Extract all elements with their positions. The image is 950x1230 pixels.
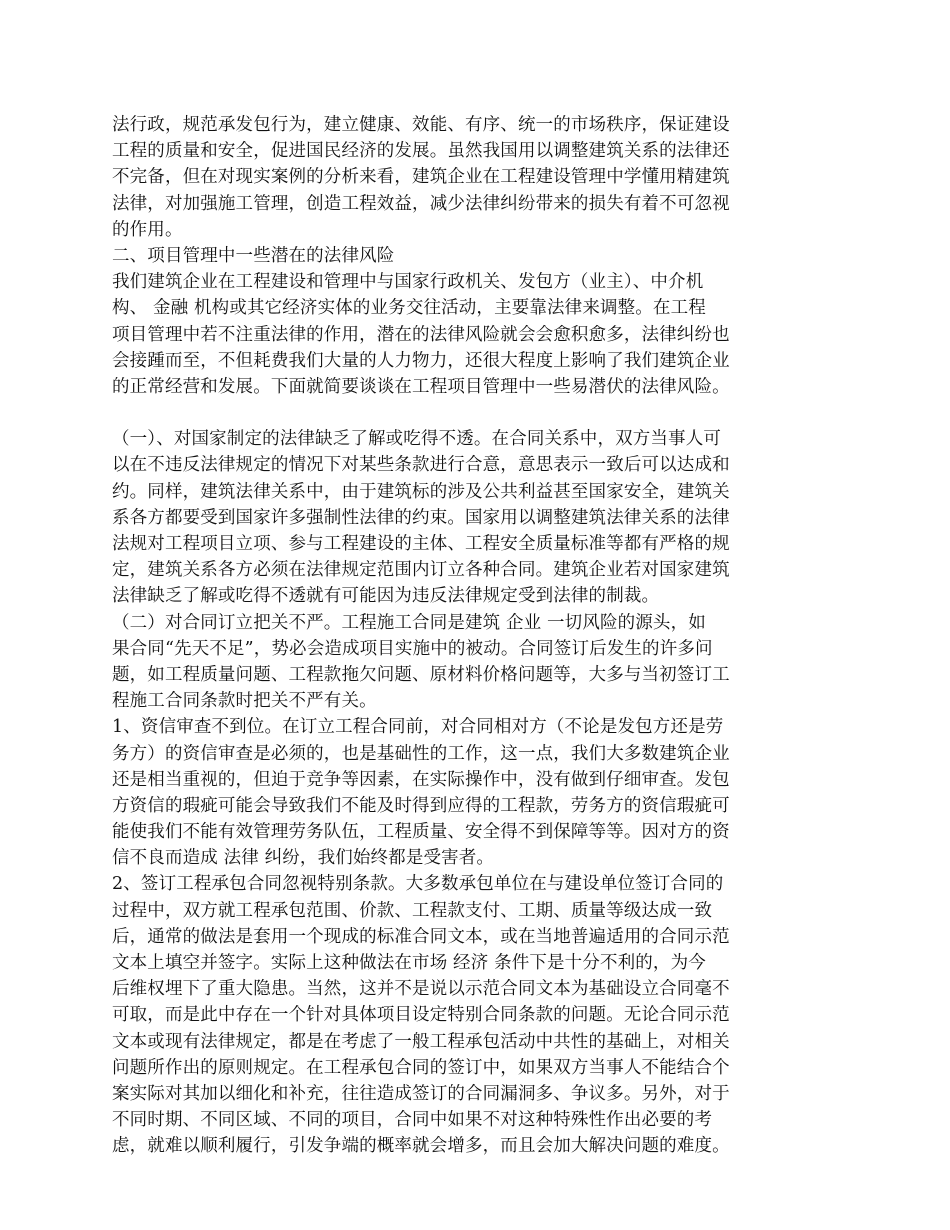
- text-line: 的正常经营和发展。下面就简要谈谈在工程项目管理中一些易潜伏的法律风险。: [112, 376, 730, 397]
- text-line: 法律，对加强施工管理，创造工程效益，减少法律纠纷带来的损失有着不可忽视: [112, 193, 730, 214]
- text-line: 会接踵而至，不但耗费我们大量的人力物力，还很大程度上影响了我们建筑企业: [112, 350, 730, 371]
- text-line: 工程的质量和安全，促进国民经济的发展。虽然我国用以调整建筑关系的法律还: [112, 141, 730, 162]
- text-line: 项目管理中若不注重法律的作用，潜在的法律风险就会会愈积愈多，法律纠纷也: [112, 324, 730, 345]
- text-line: 文本上填空并签字。实际上这种做法在市场 经济 条件下是十分不利的，为今: [112, 953, 706, 973]
- text-line: 还是相当重视的，但迫于竞争等因素，在实际操作中，没有做到仔细审查。发包: [112, 769, 730, 790]
- text-line: 以在不违反法律规定的情况下对某些条款进行合意，意思表示一致后可以达成和: [112, 455, 730, 476]
- text-line: 约。同样，建筑法律关系中，由于建筑标的涉及公共利益甚至国家安全，建筑关: [112, 481, 730, 502]
- text-line: 案实际对其加以细化和补充，往往造成签订的合同漏洞多、争议多。另外，对于: [112, 1083, 730, 1104]
- document-body: [112, 112, 772, 1160]
- text-line: 不同时期、不同区域、不同的项目，合同中如果不对这种特殊性作出必要的考: [112, 1110, 713, 1131]
- text-line: 程施工合同条款时把关不严有关。: [112, 691, 377, 712]
- text-line: 务方）的资信审查是必须的，也是基础性的工作，这一点，我们大多数建筑企业: [112, 743, 730, 764]
- text-line: 题，如工程质量问题、工程款拖欠问题、原材料价格问题等，大多与当初签订工: [112, 664, 730, 685]
- text-line: 我们建筑企业在工程建设和管理中与国家行政机关、发包方（业主）、中介机: [112, 272, 704, 293]
- text-line: 信不良而造成 法律 纠纷，我们始终都是受害者。: [112, 848, 495, 869]
- text-line: 法行政，规范承发包行为，建立健康、效能、有序、统一的市场秩序，保证建设: [112, 115, 730, 135]
- text-line: 方资信的瑕疵可能会导致我们不能及时得到应得的工程款，劳务方的资信瑕疵可: [112, 795, 730, 816]
- text-line: 过程中，双方就工程承包范围、价款、工程款支付、工期、质量等级达成一致: [112, 900, 713, 921]
- text-line: 法律缺乏了解或吃得不透就有可能因为违反法律规定受到法律的制裁。: [112, 586, 660, 607]
- text-line: （一）、对国家制定的法律缺乏了解或吃得不透。在合同关系中，双方当事人可: [112, 429, 721, 450]
- text-line: （二）对合同订立把关不严。工程施工合同是建筑 企业 一切风险的源头，如: [112, 612, 706, 633]
- text-line: 能使我们不能有效管理劳务队伍，工程质量、安全得不到保障等等。因对方的资: [112, 822, 730, 843]
- text-line: 果合同“先天不足”，势必会造成项目实施中的被动。合同签订后发生的许多问: [112, 638, 713, 659]
- text-line: 1、资信审查不到位。在订立工程合同前，对合同相对方（不论是发包方还是劳: [112, 717, 724, 738]
- text-line: 2、签订工程承包合同忽视特别条款。大多数承包单位在与建设单位签订合同的: [112, 874, 724, 895]
- text-line: 后维权埋下了重大隐患。当然，这并不是说以示范合同文本为基础设立合同毫不: [112, 979, 730, 1000]
- text-line: 定，建筑关系各方必须在法律规定范围内订立各种合同。建筑企业若对国家建筑: [112, 560, 730, 581]
- text-line: 二、项目管理中一些潜在的法律风险: [112, 245, 395, 266]
- text-line: 系各方都要受到国家许多强制性法律的约束。国家用以调整建筑法律关系的法律: [112, 507, 730, 528]
- text-line: 后，通常的做法是套用一个现成的标准合同文本，或在当地普遍适用的合同示范: [112, 926, 730, 947]
- text-line: 虑，就难以顺利履行，引发争端的概率就会增多，而且会加大解决问题的难度。: [112, 1136, 730, 1157]
- paragraph-gap: [112, 400, 772, 426]
- text-line: 不完备，但在对现实案例的分析来看，建筑企业在工程建设管理中学懂用精建筑: [112, 167, 730, 188]
- text-line: 构、 金融 机构或其它经济实体的业务交往活动，主要靠法律来调整。在工程: [112, 298, 706, 319]
- text-line: 问题所作出的原则规定。在工程承包合同的签订中，如果双方当事人不能结合个: [112, 1057, 730, 1078]
- text-line: 文本或现有法律规定，都是在考虑了一般工程承包活动中共性的基础上，对相关: [112, 1031, 730, 1052]
- text-line: 可取，而是此中存在一个针对具体项目设定特别合同条款的问题。无论合同示范: [112, 1005, 730, 1026]
- text-line: 法规对工程项目立项、参与工程建设的主体、工程安全质量标准等都有严格的规: [112, 534, 730, 554]
- text-line: 的作用。: [112, 219, 183, 240]
